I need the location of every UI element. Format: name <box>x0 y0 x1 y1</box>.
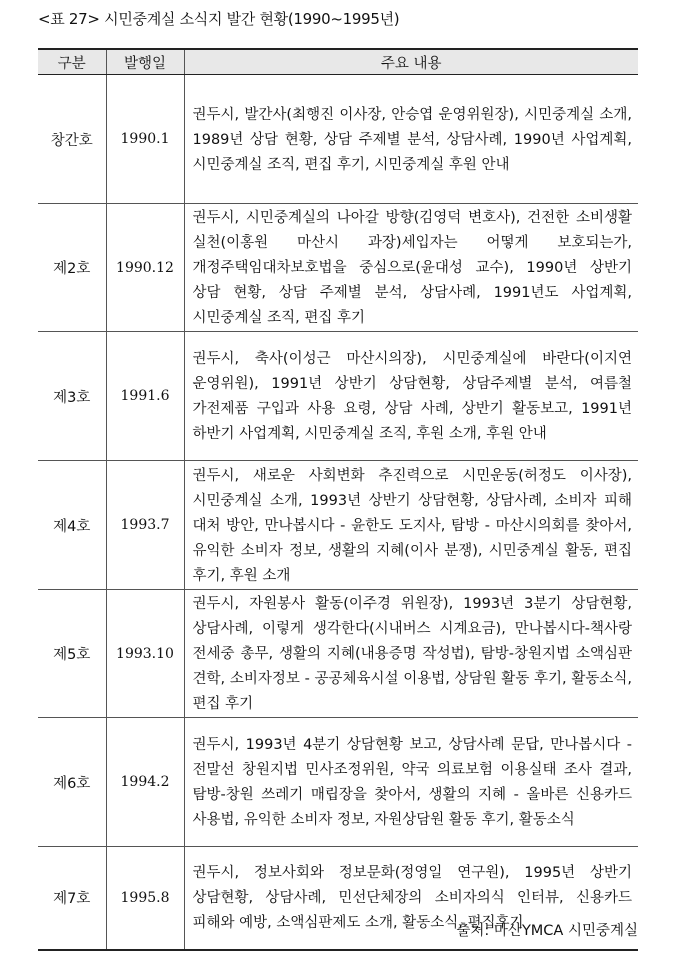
content-cell: 권두시, 새로운 사회변화 추진력으로 시민운동(허정도 이사장), 시민중계실 소개, 1993년 상반기 상담현황, 상담사례, 소비자 피해 대처 방안, 만나봅시다 - 윤한도 도지사, 탐방 - 마산시의회를 찾아서, 유익한 소비자 정보, 생활의 지혜(이사 분쟁), 시민중계실 활동, 편집 후기, 후원 소개 <box>184 461 638 590</box>
header-issue: 구분 <box>38 49 106 75</box>
header-date: 발행일 <box>106 49 184 75</box>
date-cell: 1990.1 <box>106 75 184 204</box>
table-row <box>38 461 638 590</box>
content-cell: 권두시, 정보사회와 정보문화(정영일 연구원), 1995년 상반기 상담현황, 상담사례, 민선단체장의 소비자의식 인터뷰, 신용카드 피해와 예방, 소액심판제도 소개, 활동소식, 편집후기 <box>184 847 638 950</box>
table-row <box>38 590 638 718</box>
content-cell: 권두시, 시민중계실의 나아갈 방향(김영덕 변호사), 건전한 소비생활 실천(이홍원 마산시 과장)세입자는 어떻게 보호되는가, 개정주택임대차보호법을 중심으로(윤대성 교수), 1990년 상반기 상담 현황, 상담 주제별 분석, 상담사례, 1991년도 사업계획, 시민중계실 조직, 편집 후기 <box>184 204 638 332</box>
header-content: 주요 내용 <box>184 49 638 75</box>
issue-cell: 제7호 <box>38 847 106 950</box>
date-cell: 1993.10 <box>106 590 184 718</box>
content-cell: 권두시, 발간사(최행진 이사장, 안승엽 운영위원장), 시민중계실 소개, 1989년 상담 현황, 상담 주제별 분석, 상담사례, 1990년 사업계획, 시민중계실 조직, 편집 후기, 시민중계실 후원 안내 <box>184 75 638 204</box>
date-cell: 1994.2 <box>106 718 184 847</box>
content-cell: 권두시, 자원봉사 활동(이주경 위원장), 1993년 3분기 상담현황, 상담사례, 이렇게 생각한다(시내버스 시계요금), 만나봅시다-책사랑 전세중 총무, 생활의 지혜(내용증명 작성법), 탐방-창원지법 소액심판 견학, 소비자정보 - 공공체육시설 이용법, 상담원 활동 후기, 활동소식, 편집 후기 <box>184 590 638 718</box>
header-row <box>38 49 638 75</box>
newsletter-table <box>38 48 638 951</box>
content-cell: 권두시, 축사(이성근 마산시의장), 시민중계실에 바란다(이지연 운영위원), 1991년 상반기 상담현황, 상담주제별 분석, 여름철 가전제품 구입과 사용 요령, 상담 사례, 상반기 활동보고, 1991년 하반기 사업계획, 시민중계실 조직, 후원 소개, 후원 안내 <box>184 332 638 461</box>
table-row <box>38 332 638 461</box>
content-cell: 권두시, 1993년 4분기 상담현황 보고, 상담사례 문답, 만나봅시다 - 전말선 창원지법 민사조정위원, 약국 의료보험 이용실태 조사 결과, 탐방-창원 쓰레기 매립장을 찾아서, 생활의 지혜 - 올바른 신용카드 사용법, 유익한 소비자 정보, 자원상담원 활동 후기, 활동소식 <box>184 718 638 847</box>
issue-cell: 제2호 <box>38 204 106 332</box>
issue-cell: 제6호 <box>38 718 106 847</box>
date-cell: 1993.7 <box>106 461 184 590</box>
issue-cell: 제5호 <box>38 590 106 718</box>
issue-cell: 제4호 <box>38 461 106 590</box>
table-row <box>38 75 638 204</box>
source-note: 출처: 마산YMCA 시민중계실 <box>456 923 638 939</box>
issue-cell: 창간호 <box>38 75 106 204</box>
date-cell: 1991.6 <box>106 332 184 461</box>
date-cell: 1995.8 <box>106 847 184 950</box>
table-caption: <표 27> 시민중계실 소식지 발간 현황(1990~1995년) <box>38 10 400 28</box>
table-row <box>38 718 638 847</box>
table-row <box>38 204 638 332</box>
date-cell: 1990.12 <box>106 204 184 332</box>
issue-cell: 제3호 <box>38 332 106 461</box>
